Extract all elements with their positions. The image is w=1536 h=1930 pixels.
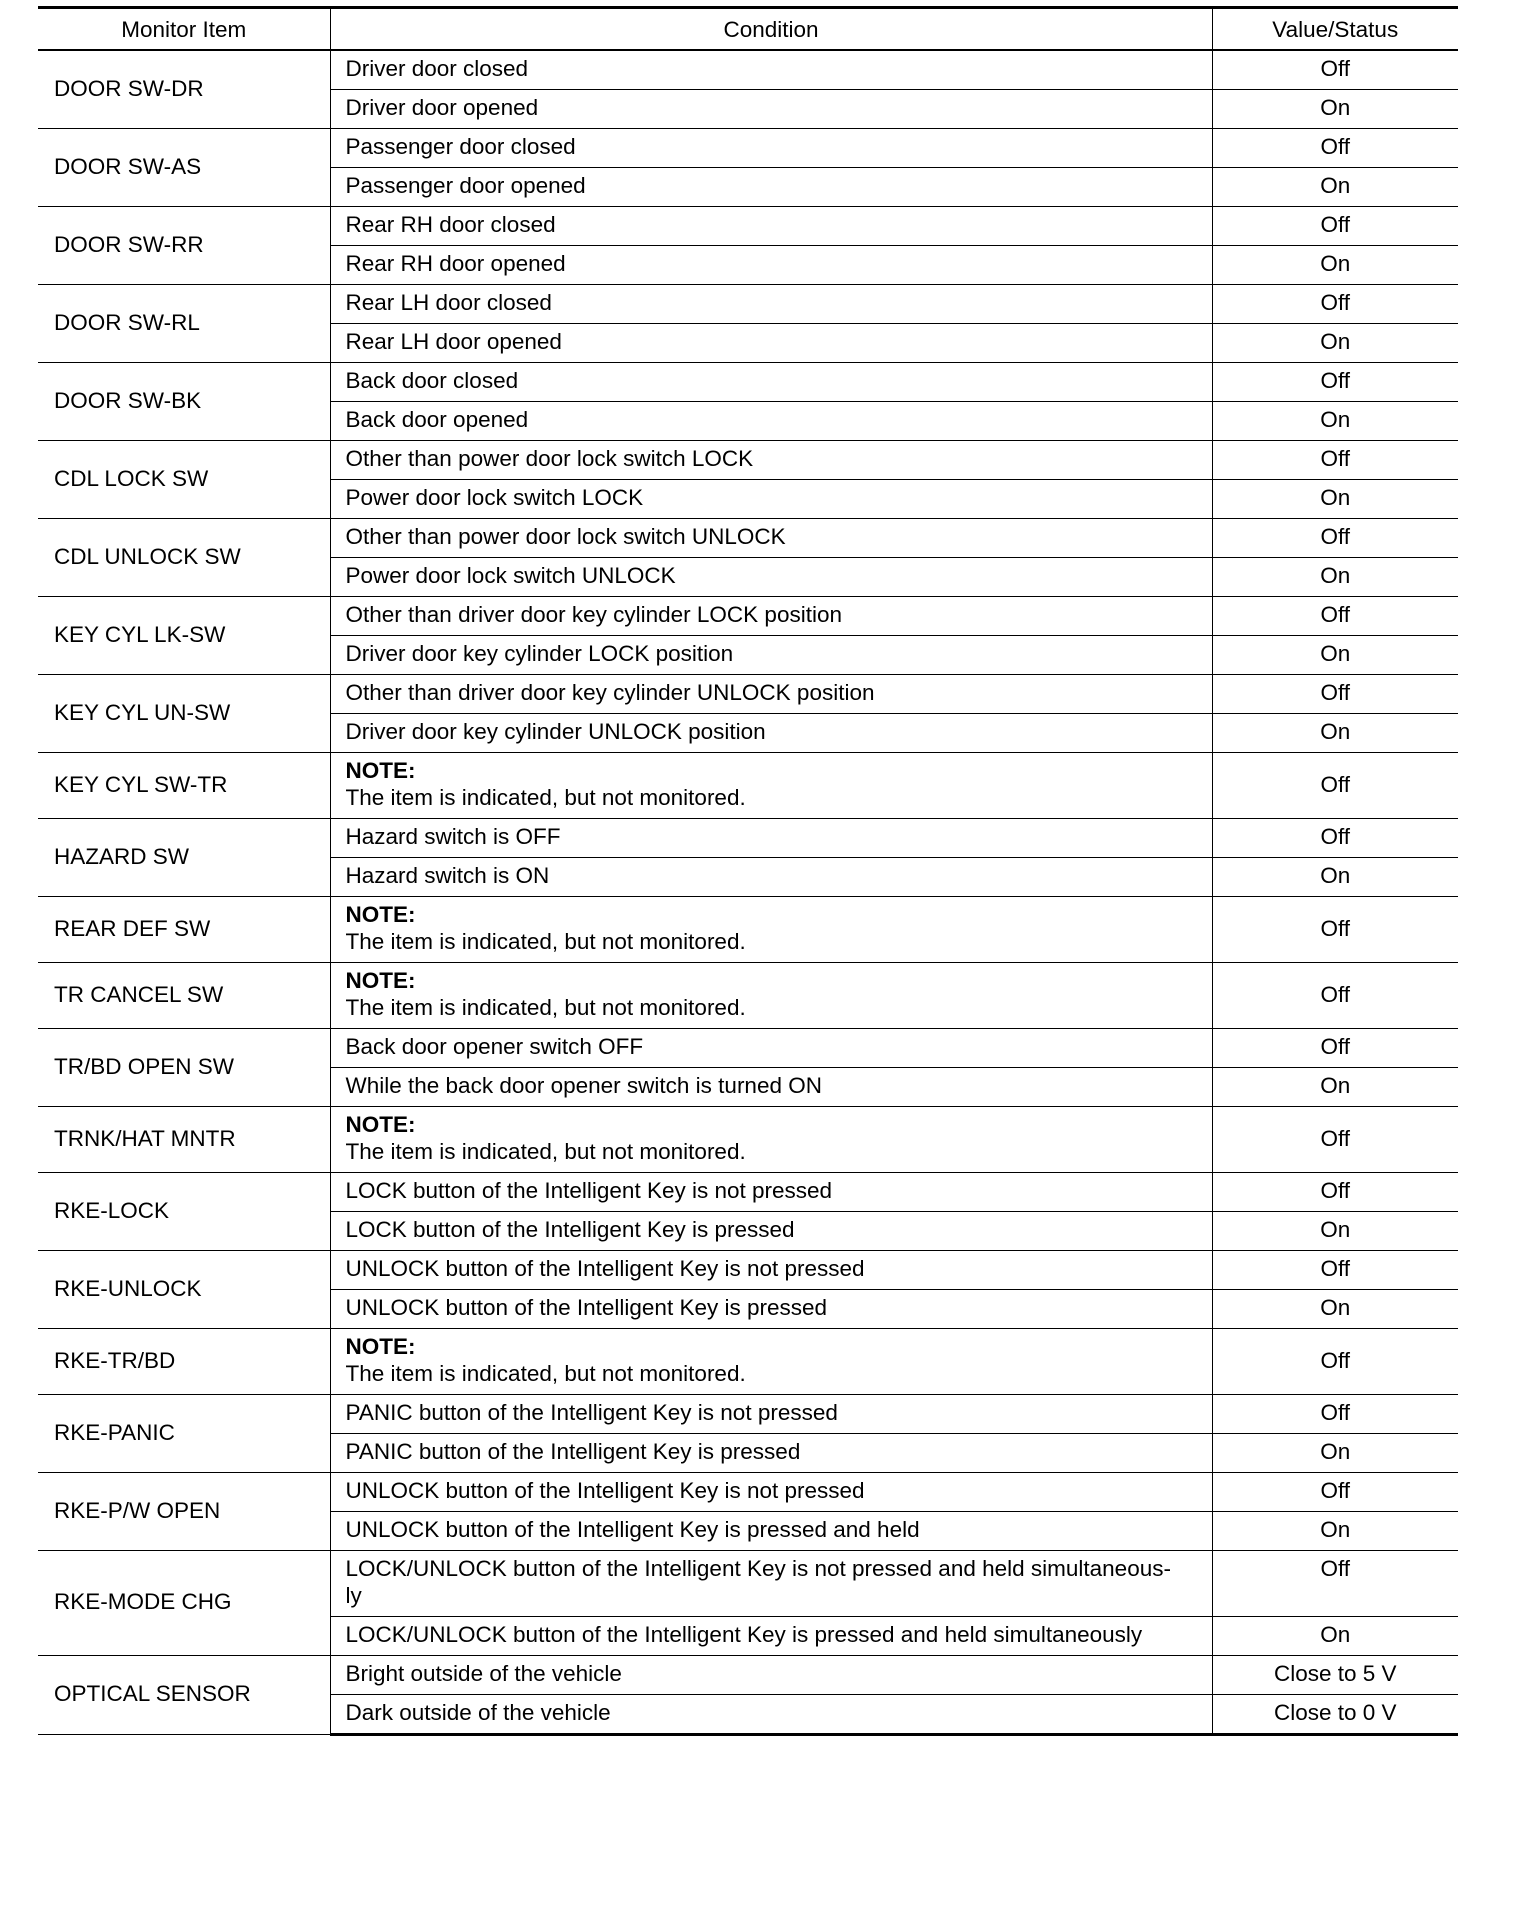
- header-monitor-item: Monitor Item: [38, 8, 330, 51]
- value-status-cell: Off: [1212, 207, 1458, 246]
- condition-cell: [330, 753, 1212, 819]
- value-status-cell: Off: [1212, 1173, 1458, 1212]
- value-status-cell: On: [1212, 480, 1458, 519]
- value-status-cell: On: [1212, 1434, 1458, 1473]
- value-status-cell: Off: [1212, 519, 1458, 558]
- header-value-status: Value/Status: [1212, 8, 1458, 51]
- table-row: [38, 1251, 1458, 1290]
- monitor-item-cell: RKE-TR/BD: [38, 1329, 330, 1395]
- condition-cell: Other than power door lock switch LOCK: [330, 441, 1212, 480]
- monitor-item-cell: DOOR SW-RL: [38, 285, 330, 363]
- condition-cell: Rear LH door closed: [330, 285, 1212, 324]
- monitor-item-cell: RKE-PANIC: [38, 1395, 330, 1473]
- table-row: [38, 897, 1458, 963]
- table-row: [38, 1329, 1458, 1395]
- monitor-item-cell: DOOR SW-DR: [38, 50, 330, 129]
- monitor-item-cell: CDL LOCK SW: [38, 441, 330, 519]
- header-row: [38, 8, 1458, 51]
- note-text: The item is indicated, but not monitored.: [345, 785, 746, 810]
- note-text: The item is indicated, but not monitored.: [345, 1139, 746, 1164]
- monitor-item-cell: DOOR SW-BK: [38, 363, 330, 441]
- table-row: [38, 285, 1458, 324]
- value-status-cell: Off: [1212, 1107, 1458, 1173]
- table-row: [38, 363, 1458, 402]
- note-label: NOTE:: [345, 902, 416, 927]
- value-status-cell: On: [1212, 402, 1458, 441]
- monitor-item-cell: RKE-UNLOCK: [38, 1251, 330, 1329]
- condition-cell: Driver door key cylinder LOCK position: [330, 636, 1212, 675]
- value-status-cell: Close to 0 V: [1212, 1695, 1458, 1735]
- monitor-item-cell: DOOR SW-RR: [38, 207, 330, 285]
- note-label: NOTE:: [345, 968, 416, 993]
- value-status-cell: On: [1212, 636, 1458, 675]
- condition-cell: Driver door closed: [330, 50, 1212, 90]
- value-status-cell: Off: [1212, 1251, 1458, 1290]
- monitor-item-cell: TR/BD OPEN SW: [38, 1029, 330, 1107]
- monitor-item-cell: RKE-P/W OPEN: [38, 1473, 330, 1551]
- value-status-cell: Off: [1212, 363, 1458, 402]
- monitor-item-cell: HAZARD SW: [38, 819, 330, 897]
- value-status-cell: Off: [1212, 1329, 1458, 1395]
- note-label: NOTE:: [345, 758, 416, 783]
- condition-cell: UNLOCK button of the Intelligent Key is not pressed: [330, 1251, 1212, 1290]
- monitor-item-cell: TR CANCEL SW: [38, 963, 330, 1029]
- value-status-cell: Off: [1212, 441, 1458, 480]
- value-status-cell: Off: [1212, 1473, 1458, 1512]
- value-status-cell: On: [1212, 1068, 1458, 1107]
- table-row: [38, 597, 1458, 636]
- value-status-cell: On: [1212, 1290, 1458, 1329]
- monitor-item-cell: OPTICAL SENSOR: [38, 1656, 330, 1735]
- condition-cell: Driver door key cylinder UNLOCK position: [330, 714, 1212, 753]
- note-text: The item is indicated, but not monitored.: [345, 995, 746, 1020]
- monitor-item-cell: RKE-MODE CHG: [38, 1551, 330, 1656]
- table-row: [38, 129, 1458, 168]
- value-status-cell: Off: [1212, 963, 1458, 1029]
- condition-cell: UNLOCK button of the Intelligent Key is pressed: [330, 1290, 1212, 1329]
- table-row: [38, 1395, 1458, 1434]
- condition-cell: LOCK/UNLOCK button of the Intelligent Key is not pressed and held simultaneous- ly: [330, 1551, 1212, 1617]
- value-status-cell: Off: [1212, 1551, 1458, 1617]
- condition-cell: LOCK button of the Intelligent Key is not pressed: [330, 1173, 1212, 1212]
- value-status-cell: On: [1212, 246, 1458, 285]
- condition-cell: UNLOCK button of the Intelligent Key is not pressed: [330, 1473, 1212, 1512]
- condition-cell: Hazard switch is OFF: [330, 819, 1212, 858]
- table-row: [38, 963, 1458, 1029]
- condition-cell: Bright outside of the vehicle: [330, 1656, 1212, 1695]
- condition-cell: Passenger door opened: [330, 168, 1212, 207]
- condition-cell: [330, 963, 1212, 1029]
- value-status-cell: Off: [1212, 819, 1458, 858]
- value-status-cell: Close to 5 V: [1212, 1656, 1458, 1695]
- monitor-item-cell: KEY CYL UN-SW: [38, 675, 330, 753]
- value-status-cell: Off: [1212, 675, 1458, 714]
- condition-cell: Power door lock switch LOCK: [330, 480, 1212, 519]
- condition-cell: [330, 1329, 1212, 1395]
- condition-cell: LOCK button of the Intelligent Key is pressed: [330, 1212, 1212, 1251]
- condition-cell: Other than driver door key cylinder LOCK position: [330, 597, 1212, 636]
- condition-cell: Power door lock switch UNLOCK: [330, 558, 1212, 597]
- value-status-cell: On: [1212, 324, 1458, 363]
- monitor-item-table: [38, 6, 1458, 1736]
- table-row: [38, 207, 1458, 246]
- condition-cell: Passenger door closed: [330, 129, 1212, 168]
- value-status-cell: Off: [1212, 1395, 1458, 1434]
- value-status-cell: On: [1212, 90, 1458, 129]
- condition-cell: UNLOCK button of the Intelligent Key is pressed and held: [330, 1512, 1212, 1551]
- monitor-item-cell: CDL UNLOCK SW: [38, 519, 330, 597]
- condition-cell: [330, 1107, 1212, 1173]
- note-text: The item is indicated, but not monitored.: [345, 1361, 746, 1386]
- condition-cell: Back door closed: [330, 363, 1212, 402]
- value-status-cell: On: [1212, 558, 1458, 597]
- condition-cell: [330, 897, 1212, 963]
- monitor-item-cell: RKE-LOCK: [38, 1173, 330, 1251]
- value-status-cell: Off: [1212, 753, 1458, 819]
- value-status-cell: On: [1212, 1212, 1458, 1251]
- value-status-cell: Off: [1212, 597, 1458, 636]
- table-row: [38, 675, 1458, 714]
- condition-cell: Back door opener switch OFF: [330, 1029, 1212, 1068]
- condition-cell: Driver door opened: [330, 90, 1212, 129]
- note-label: NOTE:: [345, 1334, 416, 1359]
- table-body: [38, 50, 1458, 1735]
- value-status-cell: On: [1212, 168, 1458, 207]
- condition-cell: Hazard switch is ON: [330, 858, 1212, 897]
- value-status-cell: On: [1212, 1617, 1458, 1656]
- condition-cell: PANIC button of the Intelligent Key is not pressed: [330, 1395, 1212, 1434]
- condition-cell: LOCK/UNLOCK button of the Intelligent Key is pressed and held simultaneously: [330, 1617, 1212, 1656]
- table-row: [38, 1107, 1458, 1173]
- table-row: [38, 1656, 1458, 1695]
- value-status-cell: On: [1212, 858, 1458, 897]
- condition-cell: While the back door opener switch is turned ON: [330, 1068, 1212, 1107]
- table-row: [38, 819, 1458, 858]
- monitor-item-cell: DOOR SW-AS: [38, 129, 330, 207]
- value-status-cell: Off: [1212, 285, 1458, 324]
- condition-cell: Dark outside of the vehicle: [330, 1695, 1212, 1735]
- table-row: [38, 1173, 1458, 1212]
- monitor-item-cell: KEY CYL SW-TR: [38, 753, 330, 819]
- table-row: [38, 441, 1458, 480]
- value-status-cell: Off: [1212, 129, 1458, 168]
- condition-cell: Rear RH door closed: [330, 207, 1212, 246]
- table-row: [38, 1029, 1458, 1068]
- condition-cell: Rear RH door opened: [330, 246, 1212, 285]
- condition-cell: Back door opened: [330, 402, 1212, 441]
- table-row: [38, 753, 1458, 819]
- condition-cell: Other than driver door key cylinder UNLOCK position: [330, 675, 1212, 714]
- note-label: NOTE:: [345, 1112, 416, 1137]
- value-status-cell: Off: [1212, 50, 1458, 90]
- condition-cell: Rear LH door opened: [330, 324, 1212, 363]
- table-row: [38, 1473, 1458, 1512]
- condition-cell: PANIC button of the Intelligent Key is pressed: [330, 1434, 1212, 1473]
- table-row: [38, 50, 1458, 90]
- note-text: The item is indicated, but not monitored.: [345, 929, 746, 954]
- value-status-cell: On: [1212, 714, 1458, 753]
- header-condition: Condition: [330, 8, 1212, 51]
- value-status-cell: On: [1212, 1512, 1458, 1551]
- table-header: [38, 8, 1458, 51]
- condition-cell: Other than power door lock switch UNLOCK: [330, 519, 1212, 558]
- monitor-item-cell: KEY CYL LK-SW: [38, 597, 330, 675]
- monitor-item-cell: TRNK/HAT MNTR: [38, 1107, 330, 1173]
- value-status-cell: Off: [1212, 1029, 1458, 1068]
- table-row: [38, 1551, 1458, 1617]
- monitor-item-cell: REAR DEF SW: [38, 897, 330, 963]
- value-status-cell: Off: [1212, 897, 1458, 963]
- table-row: [38, 519, 1458, 558]
